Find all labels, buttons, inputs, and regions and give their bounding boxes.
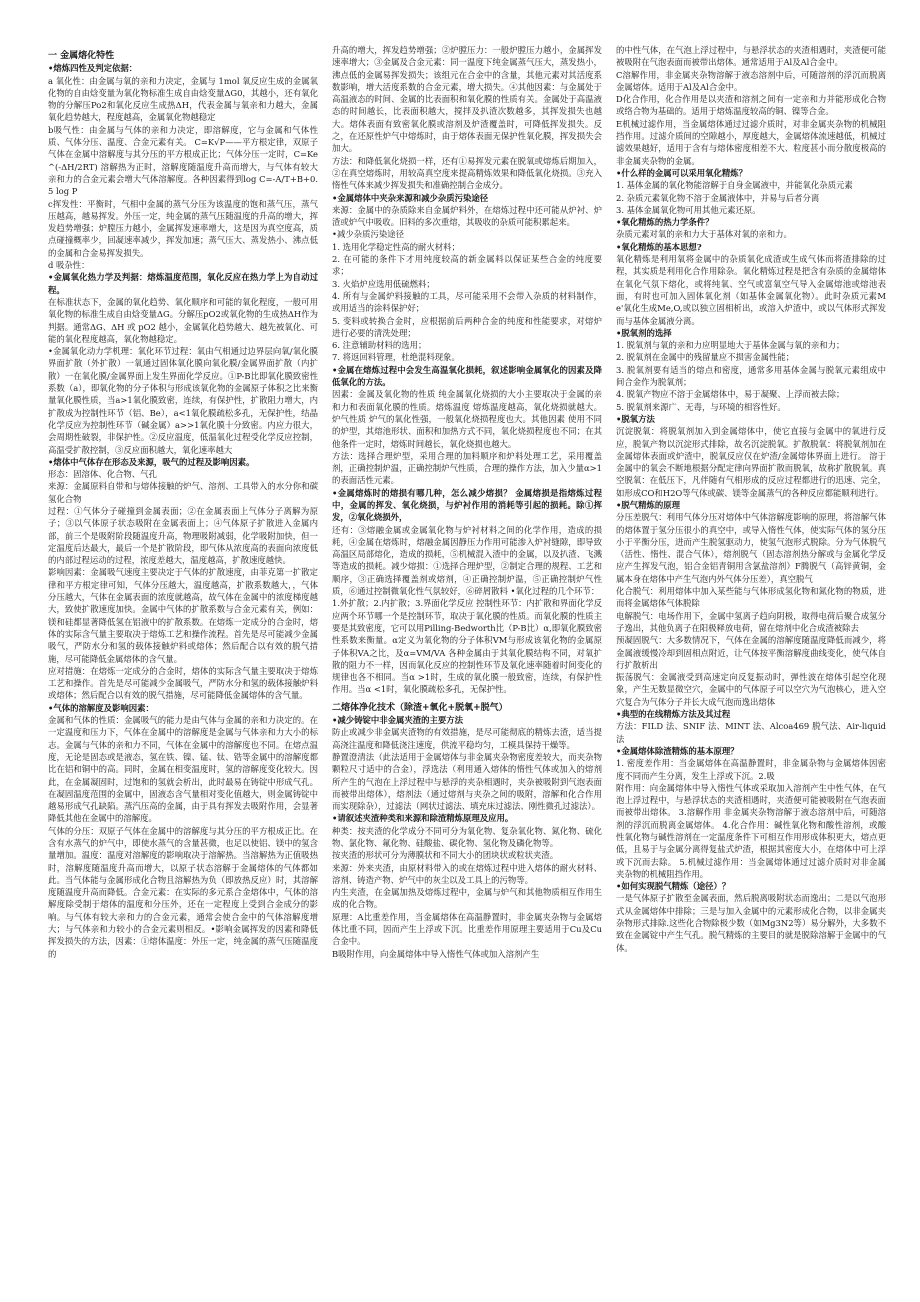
- column-right: [616, 44, 886, 1284]
- paragraph: 4. 脱氧产物应不溶于金属熔体中，易于凝聚、上浮而被去除；: [616, 389, 845, 400]
- paragraph: 应对措施：在熔炼一定成分的合金时，熔体的实际含气量主要取决于熔炼工艺和操作。首先是尽可能减少金属吸气，严防水分和氢的载体接触炉料或熔体；然后配合以有效的脱气措施，尽可能降低金属熔体的含气量。: [48, 665, 318, 701]
- paragraph: 影响因素：金属吸气速度主要决定于气体的扩散速度，由菲克第一扩散定律和平方根定律可知，气体分压越大，温度越高，扩散系数越大，，气体分压越大，气体在金属表面的浓度就越高，故气体在金属中的浓度梯度越大，致使扩散速度加快。金属中气体的扩散系数与合金元素有关，例如：镁和硅都显著降低氢在铝液中的扩散系数。在熔炼一定成分的合金时，熔体的实际含气量主要取决于熔炼工艺和操作流程。首先是尽可能减少金属吸气，严防水分和氢的载体接触炉料或熔体；然后配合以有效的脱气措施，尽可能降低金属熔体的含气量。: [48, 567, 318, 664]
- paragraph: 振荡脱气：金属液受到高速定向反复振动时，弹性波在熔体引起空化现象，产生无数显微空穴，金属中的气体原子可以空穴为气泡核心，进入空穴复合为气体分子并长大成气泡而逸出熔体: [616, 672, 886, 707]
- question-heading: •什么样的金属可以采用氧化精炼？: [616, 167, 747, 178]
- paragraph: 来源：金属中的杂质除来自金属炉料外，在熔炼过程中还可能从炉衬、炉渣或炉气中吸收。旧料的多次重熔，其吸收的杂质可能积累起来。: [332, 204, 602, 228]
- paragraph: 1. 基体金属的氧化物能溶解于自身金属液中，并能氧化杂质元素: [616, 180, 853, 191]
- paragraph: 在标准状态下，金属的氧化趋势、氧化顺序和可能的氧化程度，一般可用氧化物的标准生成自由焓变量ΔG。分解压pO2或氧化物的生成热ΔH作为判据。通常ΔG、ΔH 或 pO2 越小，金属氧化趋势越大、越先被氧化、可能的氧化程度越高，氧化物越稳定。: [48, 296, 318, 344]
- paragraph: 方法：和降低氧化烧损一样，还有①易挥发元素在脱氧或熔炼后期加入，②在真空熔炼时，用较高真空度来提高精炼效果和降低氧化烧损。③充入惰性气体来减少挥发损失和准确控制合金成分。: [332, 155, 602, 191]
- question-heading: •减少铸锭中非金属夹渣的主要方法: [332, 715, 463, 726]
- paragraph: 内生夹渣，在金属加热及熔炼过程中，金属与炉气和其他物质相互作用生成的化合物。: [332, 887, 602, 910]
- paragraph: 2. 在可能的条件下才用纯度较高的新金属料以保证某些合金的纯度要求；: [332, 254, 602, 277]
- question-heading: •熔体中气体存在形态及来源，吸气的过程及影响因素。: [48, 456, 255, 467]
- question-heading: •请叙述夹渣种类和来源和除渣精炼原理及应用。: [332, 813, 514, 824]
- paragraph: 3. 脱氧剂要有适当的熔点和密度，通常多用基体金属与脱氧元素组成中间合金作为脱氧剂；: [616, 364, 886, 388]
- question-heading: •金属熔炼时的熔损有哪几种，怎么减少熔损？ 金属熔损是指熔炼过程中，金属的挥发、氧化烧损，与炉衬作用的消耗等引起的损耗。除①挥发，②氧化烧损外，: [332, 487, 602, 523]
- question-heading: •金属熔体中夹杂来源和减少杂质污染途径: [332, 192, 489, 203]
- paragraph: 电解脱气：电场作用下，金属中氢离子趋向阴极，取得电荷后聚合成氢分子逸出，其他负离子在阳极释放电荷，留在熔剂中化合成渣被除去: [616, 610, 886, 633]
- question-heading: •熔炼四性及判定依据：: [48, 63, 138, 74]
- paragraph: 来源：外来夹渣，由原材料带入的或在熔炼过程中进入熔体的耐火材料、溶剂、铸造产物、炉气中的灰尘以及工具上的污物等。: [332, 862, 602, 885]
- paragraph: 3. 火焰炉应选用低硫燃料；: [332, 278, 435, 289]
- paragraph: 1. 密度差作用：当金属熔体在高温静置时，非金属杂物与金属熔体因密度不同而产生分离，发生上浮或下沉。2.吸: [616, 758, 886, 781]
- question-heading: •金属氧化热力学及判据：熔炼温度范围，氧化反应在热力学上为自动过程。: [48, 272, 318, 295]
- question-heading: •脱氧剂的选择: [616, 327, 672, 338]
- document-page: [48, 44, 888, 1284]
- paragraph: 防止或减少非金属夹渣物的有效措施，是尽可能彻底的精炼去渣，适当提高浇注温度和降低浇注速度，供流平稳均匀，工模具保持干燥等。: [332, 727, 602, 750]
- question-heading: •脱气精炼的原理: [616, 499, 680, 510]
- question-heading: •典型的在线精炼方法及其过程: [616, 709, 731, 720]
- paragraph: 形态：固溶体、化合物、气孔: [48, 469, 157, 480]
- paragraph: 还有：③熔融金属或金属氧化物与炉衬材料之间的化学作用，造成的损耗，④金属在熔炼时，熔融金属因静压力作用可能渗入炉衬缝隙，即导致高温区局部熔化，造成的损耗，⑤机械混入渣中的金属，以及扒渣、飞溅等造成的损耗。减少熔损：①选择合理炉型，②制定合理的规程、工艺和顺序，③正确选择覆盖剂或熔剂，④正确控制炉温，⑤正确控制炉气性质，⑥通过控制微氧化性气氛较好，⑥碎屑散料 •氧化过程的几个环节：: [332, 524, 602, 597]
- paragraph: 5. 变料或转换合金时，应根据前后两种合金的纯度和性能要求，对熔炉进行必要的清洗处理；: [332, 315, 602, 338]
- paragraph: E机械过滤作用，当金属熔体通过过滤介质时，对非金属夹杂物的机械阻挡作用。过滤介质间的空隙越小，厚度越大，金属熔体流速越低，机械过滤效果越好，适用于含有与熔体密度相差不大、粒度甚小而分散度极高的非金属夹杂物的金属。: [616, 118, 886, 166]
- column-left: [48, 44, 318, 1284]
- paragraph: 杂质元素对氧的亲和力大于基体对氧的亲和力。: [616, 229, 792, 240]
- paragraph: 来源：金属原料自带和与熔体接触的炉气、溶剂、工具带入的水分你和碳氢化合物: [48, 481, 318, 504]
- question-heading: •如何实现脱气精炼（途径）？: [616, 881, 731, 892]
- question-heading: •氧化精炼的基本思想?: [616, 241, 702, 252]
- paragraph: B吸附作用，向金属熔体中导入惰性气体或加入溶剂产生: [332, 948, 540, 959]
- question-heading: •氧化精炼的热力学条件？: [616, 217, 714, 228]
- paragraph: 气体的分压：双原子气体在金属中的溶解度与其分压的平方根成正比。在含有水蒸气的炉气中，即使水蒸气的含量甚微，也足以使铝、镁中的氢含量增加。温度：温度对溶解度的影响取决于溶解热。当溶解热为正值吸热时，溶解度随温度升高而增大，以原子状态溶解于金属熔体的气体都如此。当气体能与金属形成化合物且溶解热为负（即放热反应）时，其溶解度随温度升高而降低。合金元素：在实际的多元系合金熔体中，气体的溶解度除受制于熔体的温度和分压外，还在一定程度上受到合金成分的影响。与气体有较大亲和力的合金元素，通常会使合金中的气体溶解度增大；与气体亲和力较小的合金元素则相反。•影响金属挥发的因素和降低挥发损失的方法，因素：①熔体温度：外压一定，纯金属的蒸气压随温度的: [48, 825, 318, 959]
- paragraph: 1. 选用化学稳定性高的耐火材料；: [332, 241, 460, 252]
- paragraph: 分压差脱气：利用气体分压对熔体中气体溶解度影响的原理，将溶解气体的熔体置于氢分压很小的真空中，或导入惰性气体，使实际气体的氢分压小于平衡分压，进而产生脱氢驱动力，使氢气泡形式脱除。分为气体脱气（活性、惰性、混合气体），熔剂脱气（固态溶剂热分解或与金属化学反应产生挥发气泡，铝合金铝青铜用含氯盐溶剂）F腾脱气（高锌黄铜，金属本身在熔体中产生气泡内外气体分压差），真空脱气: [616, 512, 886, 584]
- paragraph: 预凝固脱气：大多数情况下，气体在金属的溶解度随温度降低而减少，将金属液缓慢冷却到固相点附近，让气体按平衡溶解度曲线变化，使气体自行扩散析出: [616, 635, 886, 670]
- paragraph: c挥发性：平衡时，气相中金属的蒸气分压为该温度的饱和蒸气压，蒸气压越高，越易挥发。外压一定，纯金属的蒸气压随温度的升高的增大，挥发趋势增强；炉膛压力越小，金属挥发速率增大，这是因为真空度高，质点碰撞概率少，回凝速率减少，挥发加速；蒸气压大、蒸发热小、沸点低的金属和合金易挥发损失。: [48, 198, 318, 258]
- paragraph: 1. 脱氧剂与氧的亲和力应明显地大于基体金属与氧的亲和力；: [616, 340, 845, 351]
- question-heading: •金属熔体除渣精炼的基本原理？: [616, 745, 739, 756]
- paragraph: D化合作用，化合作用是以夹渣和溶剂之间有一定亲和力并能形成化合物或络合物为基础的。适用于熔炼温度较高的铜、镍等合金。: [616, 94, 886, 117]
- section-heading: 一 金属熔化特性: [48, 51, 115, 61]
- paragraph: 6. 注意辅助材料的选用；: [332, 340, 427, 351]
- paragraph: C溶解作用，非金属夹杂物溶解于液态溶剂中后，可随溶剂的浮沉而脱离金属熔体。适用于Al及Al合金中。: [616, 69, 886, 92]
- paragraph: a 氧化性：由金属与氧的亲和力决定，金属与 1mol 氧反应生成的金属氧化物的自由焓变量为氧化物标准生成自由焓变量ΔG0，其越小，还有氧化物的分解压Po2和氧化反应生成热ΔH，代表金属与氧亲和力越大，金属氧化趋势越大，程度越高，金属氧化物越稳定: [48, 75, 318, 123]
- paragraph: 1.外扩散；2.内扩散；3.界面化学反应 控制性环节：内扩散和界面化学反应两个环节哪一个是控制环节，取决于氧化膜的性质。而氧化膜的性质主要是其致密度，它可以用Pilling-Bedworth比（P-B比）α,即氧化膜致密性系数来衡量。α定义为氧化物的分子体积VM与形成该氧化物的金属原子体积VA之比，及α=VM/VA 各种金属由于其氧化膜结构不同，对氧扩散的阻力不一样，因而氧化反应的控制性环节及氧化速率随着时间变化的规律也各不相同。当α >1时，生成的氧化膜一般致密，连续，有保护性作用。当α <1时，氧化膜疏松多孔，无保护性。: [332, 598, 602, 695]
- paragraph: 升高的增大，挥发趋势增强；②炉膛压力：一般炉膛压力越小，金属挥发速率增大；③金属及合金元素：同一温度下纯金属蒸气压大，蒸发热小，沸点低的金属易挥发损失；该组元在合金中的含量，其他元素对其活度系数影响，增大活度系数的合金元素，增大损失。④其他因素：与金属处于高温液态的时间、金属的比表面积和氧化膜的性质有关。金属处于高温液态的时间越长，比表面积越大，搅拌及扒渣次数越多，其挥发损失也越大。熔体表面有致密氧化膜或溶剂及炉渣覆盖时，可降低挥发损失。反之，在还原性炉气中熔炼时，由于熔体表面无保护性氧化膜，挥发损失会加大。: [332, 45, 602, 154]
- paragraph: 3. 基体金属氧化物可用其他元素还原。: [616, 204, 761, 215]
- paragraph: 5. 脱氧剂来源广、无毒，与环境的相容性好。: [616, 401, 786, 412]
- paragraph: 2. 脱氧剂在金属中的残留量应不损害金属性能；: [616, 352, 795, 363]
- paragraph: 按夹渣的形状可分为薄膜状和不同大小的团块状或粒状夹渣。: [332, 850, 559, 861]
- paragraph: 因素：金属及氧化物的性质 纯金属氧化烧损的大小主要取决于金属的亲和力和表面氧化膜的性质。熔炼温度 熔炼温度越高，氧化烧损就越大。炉气性质 炉气的氧化性强，一般氧化烧损程度也大。其他因素 使用不同的炉型，其熔池形状、面积和加热方式不同，氧化烧损程度也不同；在其他条件一定时，熔炼时间越长，氧化烧损也越大。: [332, 389, 602, 449]
- paragraph: 静置澄清法（此法适用于金属熔体与非金属夹杂物密度差较大，而夹杂物颗粒尺寸适中的合金），浮选法（利用通入熔体的惰性气体或加入的熔剂所产生的气泡在上浮过程中与悬浮的夹杂相遇时，夹杂被吸附到气泡表面而被带出熔体），熔剂法（通过熔剂与夹杂之间的吸附，溶解和化合作用而实现除杂），过滤法（网状过滤法、填充床过滤法、刚性微孔过滤法）。: [332, 751, 602, 812]
- paragraph: 4. 所有与金属炉料接触的工具，尽可能采用不会带入杂质的材料制作，或用适当的涂料保护好；: [332, 290, 602, 314]
- question-heading: •脱氧方法: [616, 413, 655, 424]
- paragraph: 化合脱气：利用熔体中加入某些能与气体形成氢化物和氮化物的物质，进而将金属熔体气体脱除: [616, 586, 886, 609]
- paragraph: 方法：FILD 法、SNIF 法、MINT 法、Alcoa469 脱气法、Air-liquid 法: [616, 721, 886, 744]
- question-heading: •气体的溶解度及影响因素：: [48, 702, 154, 713]
- paragraph: 过程：①气体分子碰撞到金属表面；②在金属表面上气体分子离解为原子；③以气体原子状态吸附在金属表面上；④气体原子扩散进入金属内部，前三个是吸附阶段随温度升高，物理吸附减弱，化学吸附加快，但一定温度后达最大，最后一个是扩散阶段，即气体从浓度高的表面向浓度低的内部过程运动的过程，浓度差越大，温度越高，扩散速度越快。: [48, 505, 318, 566]
- section-heading: 二熔体净化技术（除渣+氧化+脱氧+脱气）: [332, 702, 508, 713]
- question-heading: •金属在熔炼过程中会发生高温氧化损耗，叙述影响金属氧化的因素及降低氧化的方法。: [332, 364, 602, 388]
- paragraph: d 吸杂性：: [48, 260, 90, 271]
- paragraph: 方法：选择合理炉型，采用合理的加料顺序和炉料处理工艺，采用覆盖剂，正确控制炉温，正确控制炉气性质，合理的操作方法，加入少量α>1的表面活性元素。: [332, 450, 602, 486]
- paragraph: 氧化精炼是利用氧将金属中的杂质氧化成渣或生成气体而将渣排除的过程，其实质是利用化合作用除杂。氧化精炼过程是把含有杂质的金属熔体在氧化气氛下熔化，或将纯氧、空气或富氧空气导入金属熔池或熔池表面，有时也可加入固体氧化剂（如基体金属氧化物）。此时杂质元素Me'氧化生成Me,O,或以独立固相析出，或溶入炉渣中，或以气体形式挥发而与基体金属液分离。: [616, 254, 886, 326]
- paragraph: 的中性气体，在气泡上浮过程中，与悬浮状态的夹渣相遇时，夹渣便可能被吸附在气泡表面而被带出熔体。通常适用于Al及Al合金中。: [616, 45, 886, 68]
- paragraph: 附作用：向金属熔体中导入惰性气体或采取加入溶剂产生中性气体，在气泡上浮过程中，与悬浮状态的夹渣相遇时，夹渣便可能被吸附在气泡表面而被带出熔体。 3.溶解作用 非金属夹杂物溶解于液态溶剂中后，可随溶剂的浮沉而脱离金属熔体。 4.化合作用：碱性氧化物和酸性溶剂，或酸性氧化物与碱性溶剂在一定温度条件下可相互作用形成体积更大，熔点更低，且易于与金属分离得复盐式炉渣，根据其密度大小，在熔体中可上浮或下沉而去除。 5.机械过滤作用：当金属熔体通过过滤介质时对非金属夹杂物的机械阻挡作用。: [616, 782, 886, 879]
- paragraph: 金属和气体的性质：金属吸气的能力是由气体与金属的亲和力决定的。在一定温度和压力下，气体在金属中的溶解度是金属与气体亲和力大小的标志。金属与气体的亲和力不同，气体在金属中的溶解度也不同。在熔点温度，无论是固态或是液态，氢在铁、镍、锰、钛、锆等金属中的溶解度都比在铝和铜中的高。同时，金属在相变温度时，氢的溶解度变化较大。因此，在金属凝固时，过饱和的氢就会析出，此时最易在铸锭中形成气孔。在凝固温度范围的金属中，固液态含气量相对变化值越大，则金属铸锭中越易形成气孔缺陷。蒸汽压高的金属，由于具有挥发去吸附作用，会显著降低其他在金属中的溶解度。: [48, 715, 318, 824]
- paragraph: •减少杂质污染途径: [332, 229, 404, 240]
- paragraph: 一是气体原子扩散至金属表面，然后脱离吸附状态而逸出；二是以气泡形式从金属熔体中排除；三是与加入金属中的元素形成化合物，以非金属夹杂物形式排除.这些化合物除极少数（如Mg3N2等）易分解外，大多数不致在金属锭中产生气孔。脱气精炼的主要目的就是脱除溶解于金属中的气体。: [616, 893, 886, 953]
- paragraph: 2. 杂质元素氧化物不溶于金属液体中，并易与后者分离: [616, 192, 820, 203]
- column-middle: [332, 44, 602, 1284]
- paragraph: •金属氧化动力学机理：氧化环节过程：氧由气相通过边界层向氧/氧化膜界面扩散（外扩散）一氧通过固体氧化膜向氧化膜/金属界面扩散（内扩散）一在氧化膜/金属界面上发生界面化学反应。①P-B比即氧化膜致密性系数（a），即氧化物的分子体积与形成该氧化物的金属原子体积之比来衡量氧化膜性质，当a>1氧化膜致密，连续，有保护性，扩散阻力增大，内扩散成为控制性环节（铝、Be），a<1氧化膜疏松多孔，无保护性，结晶化学反应为控制性环节（碱金属）a>>1氧化膜十分致密。内应力很大，会周期性破裂，非保护性。②反应温度，低温氧化过程受化学反应控制，高温受扩散控制，③反应面积越大，氧化速率越大: [48, 346, 318, 455]
- paragraph: 7. 将返回料管理，杜绝混料现象。: [332, 352, 460, 363]
- paragraph: 原理：A比重差作用，当金属熔体在高温静置时，非金属夹杂物与金属熔体比重不同，因而产生上浮或下沉。比重差作用原理主要适用于Cu及Cu合金中。: [332, 911, 602, 947]
- paragraph: b吸气性：由金属与气体的亲和力决定，即溶解度，它与金属和气体性质、气体分压、温度、合金元素有关。 C=K√P——平方根定律，双原子气体在金属中溶解度与其分压的平方根成正比；气体分压一定时，C=Ke^(-ΔH/2RT) 溶解热为正时，溶解度随温度升高而增大，与气体有较大亲和力的合金元素会增大气体溶解度。各种因素得到log C=-A/T+B+0.5 log P: [48, 124, 318, 197]
- paragraph: 沉淀脱氧：将脱氧剂加入到金属熔体中，使它直接与金属中的氧进行反应，脱氧产物以沉淀形式排除，故名沉淀脱氧。扩散脱氧：将脱氧剂加在金属熔体表面或炉渣中，脱氧反应仅在炉渣/金属熔体界面上进行。 溶于金属中的氧会不断地根据分配定律向界面扩散而脱氧，故称扩散脱氧。真空脱氧：在低压下，凡伴随有气相形成的反应过程都进行的迅速、完全，如形成CO和H2O等气体或碳、镁等金属蒸气的各种反应都能顺利进行。: [616, 426, 886, 498]
- paragraph: 种类：按夹渣的化学成分不同可分为氧化物、复杂氧化物、氮化物、硫化物、氯化物、氟化物、硅酸盐、碳化物、氢化物及磷化物等。: [332, 825, 602, 848]
